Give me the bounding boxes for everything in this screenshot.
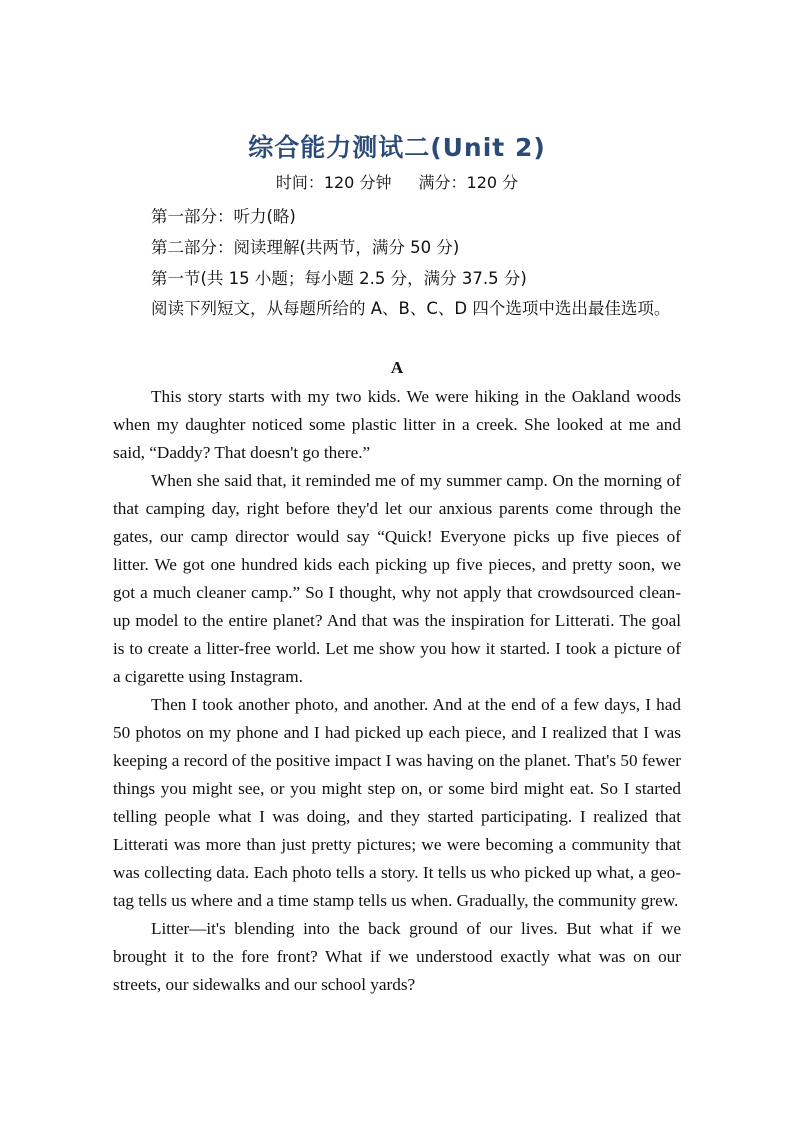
paragraph: Litter—it's blending into the back ground of our lives. But what if we brought it to the fore front? What if we understood exactly what was on our streets, our sidewalks and our school yards? (113, 919, 681, 994)
section1-heading: 第一节(共 15 小题；每小题 2.5 分，满分 37.5 分) (151, 269, 527, 288)
passage-body (113, 383, 681, 999)
paragraph: Then I took another photo, and another. And at the end of a few days, I had 50 photos on my phone and I had picked up each piece, and I realized that I was keeping a record of the positive impact I was having on the planet. That's 50 fewer things you might see, or you might step on, or some bird might eat. So I started telling people what I was doing, and they started participating. I realized that Litterati was more than just pretty pictures; we were becoming a community that was collecting data. Each photo tells a story. It tells us who picked up what, a geo-tag tells us where and a time stamp tells us when. Gradually, the community grew. (113, 695, 681, 910)
part1-heading: 第一部分：听力(略) (151, 207, 296, 226)
full-score: 满分：120 分 (418, 173, 519, 192)
part2-heading: 第二部分：阅读理解(共两节，满分 50 分) (151, 238, 460, 257)
instructions: 阅读下列短文，从每题所给的 A、B、C、D 四个选项中选出最佳选项。 (151, 299, 671, 318)
paragraph: When she said that, it reminded me of my summer camp. On the morning of that camping day, right before they'd let our anxious parents come through the gates, our camp director would say “Quick! Everyone picks up five pieces of litter. We got one hundred kids each picking up five pieces, and pretty soon, we got a much cleaner camp.” So I thought, why not apply that crowdsourced clean-up model to the entire planet? And that was the inspiration for Litterati. The goal is to create a litter-free world. Let me show you how it started. I took a picture of a cigarette using Instagram. (113, 471, 681, 686)
passage-label: A (390, 358, 404, 377)
page-title: 综合能力测试二(Unit 2) (248, 133, 546, 162)
time-limit: 时间：120 分钟 (275, 173, 392, 192)
paragraph: This story starts with my two kids. We were hiking in the Oakland woods when my daughter noticed some plastic litter in a creek. She looked at me and said, “Daddy? That doesn't go there.” (113, 387, 681, 462)
exam-meta (0, 170, 794, 193)
